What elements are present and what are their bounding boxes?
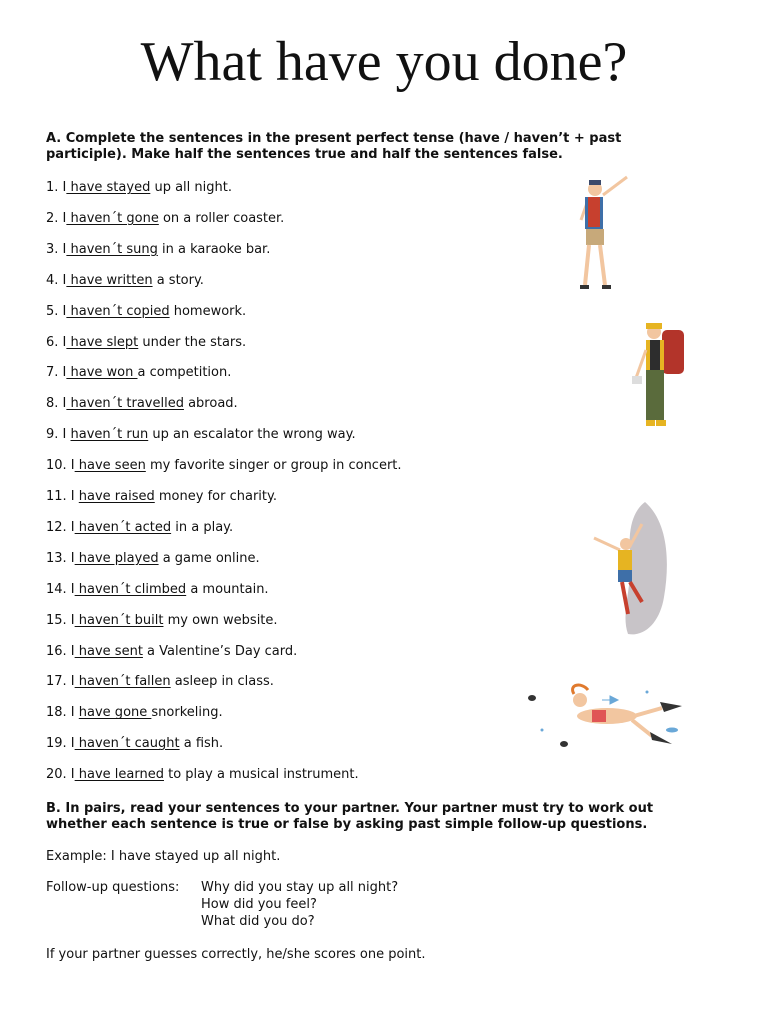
answer-blank: have sent bbox=[74, 643, 143, 659]
item-number: 6. I bbox=[46, 334, 67, 350]
item-number: 5. I bbox=[46, 303, 67, 319]
answer-blank: haven´t run bbox=[70, 427, 149, 443]
item-text: on a roller coaster. bbox=[158, 210, 285, 226]
item-text: my favorite singer or group in concert. bbox=[145, 458, 402, 474]
exercise-item bbox=[46, 674, 274, 690]
item-text: a competition. bbox=[137, 365, 232, 381]
item-text: under the stars. bbox=[138, 334, 247, 350]
item-number: 11. I bbox=[46, 489, 79, 504]
item-number: 15. I bbox=[46, 612, 75, 628]
answer-blank: have raised bbox=[78, 489, 155, 504]
page-title: What have you done? bbox=[140, 31, 628, 93]
item-number: 16. I bbox=[46, 643, 75, 659]
answer-blank: have won bbox=[66, 365, 138, 381]
item-number: 18. I bbox=[46, 705, 79, 721]
exercise-item bbox=[46, 613, 278, 629]
exercise-item bbox=[46, 211, 284, 227]
followup-label: Follow-up questions: bbox=[46, 880, 180, 895]
answer-blank: haven´t travelled bbox=[66, 396, 184, 412]
exercise-item bbox=[46, 582, 269, 598]
answer-blank: have slept bbox=[66, 334, 139, 350]
item-text: a fish. bbox=[179, 736, 224, 752]
singer-illustration bbox=[575, 175, 635, 293]
exercise-item bbox=[46, 304, 246, 320]
answer-blank: haven´t copied bbox=[66, 303, 170, 319]
item-text: a Valentine’s Day card. bbox=[142, 643, 298, 659]
item-text: a mountain. bbox=[186, 581, 269, 597]
followup-question: How did you feel? bbox=[201, 897, 317, 912]
exercise-item bbox=[46, 551, 260, 567]
exercise-item bbox=[46, 396, 238, 412]
item-number: 12. I bbox=[46, 519, 75, 535]
exercise-item bbox=[46, 427, 356, 443]
item-number: 3. I bbox=[46, 241, 67, 257]
exercise-item bbox=[46, 520, 233, 536]
item-text: abroad. bbox=[183, 396, 238, 412]
item-number: 7. I bbox=[46, 365, 67, 381]
answer-blank: haven´t sung bbox=[66, 241, 158, 257]
item-text: money for charity. bbox=[154, 489, 277, 504]
item-number: 19. I bbox=[46, 736, 75, 752]
followup-question: Why did you stay up all night? bbox=[201, 880, 399, 895]
item-number: 13. I bbox=[46, 550, 75, 566]
exercise-item bbox=[46, 273, 204, 289]
exercise-item bbox=[46, 644, 297, 660]
exercise-item bbox=[46, 489, 277, 505]
exercise-item bbox=[46, 767, 359, 783]
answer-blank: haven´t acted bbox=[74, 519, 172, 535]
item-text: to play a musical instrument. bbox=[163, 767, 359, 783]
section-b-instruction: B. In pairs, read your sentences to your partner. Your partner must try to work out whether each sentence is true or false by asking past simple follow-up questions. bbox=[46, 801, 654, 832]
hiker-illustration bbox=[632, 320, 692, 432]
item-text: up all night. bbox=[150, 180, 232, 195]
answer-blank: have stayed bbox=[66, 180, 151, 195]
exercise-item bbox=[46, 180, 232, 196]
exercise-item bbox=[46, 736, 223, 752]
item-text: up an escalator the wrong way. bbox=[148, 427, 356, 443]
climber-illustration bbox=[590, 502, 670, 637]
answer-blank: have seen bbox=[74, 458, 146, 474]
item-text: snorkeling. bbox=[151, 705, 223, 721]
answer-blank: haven´t built bbox=[74, 612, 164, 628]
item-number: 9. I bbox=[46, 427, 71, 443]
exercise-item bbox=[46, 705, 223, 721]
item-text: homework. bbox=[169, 303, 247, 319]
answer-blank: haven´t gone bbox=[66, 210, 159, 226]
answer-blank: have written bbox=[66, 272, 153, 288]
answer-blank: haven´t caught bbox=[74, 736, 180, 752]
answer-blank: have learned bbox=[74, 767, 164, 783]
item-text: in a play. bbox=[171, 519, 234, 535]
item-number: 4. I bbox=[46, 272, 67, 288]
item-text: a game online. bbox=[158, 550, 260, 566]
item-text: in a karaoke bar. bbox=[157, 241, 271, 257]
item-number: 8. I bbox=[46, 396, 67, 412]
section-a-instruction: A. Complete the sentences in the present perfect tense (have / haven’t + past participle). Make half the sentences true and half the sentences false. bbox=[46, 131, 622, 162]
item-text: asleep in class. bbox=[170, 674, 274, 690]
item-number: 14. I bbox=[46, 581, 75, 597]
answer-blank: haven´t climbed bbox=[74, 581, 187, 597]
item-text: my own website. bbox=[163, 612, 278, 628]
example-sentence: Example: I have stayed up all night. bbox=[46, 849, 281, 864]
exercise-item bbox=[46, 458, 402, 474]
scoring-note: If your partner guesses correctly, he/she scores one point. bbox=[46, 947, 426, 962]
answer-blank: have played bbox=[74, 550, 159, 566]
followup-question: What did you do? bbox=[201, 914, 315, 929]
item-number: 17. I bbox=[46, 674, 75, 690]
snorkeler-illustration bbox=[522, 680, 692, 750]
item-text: a story. bbox=[152, 272, 204, 288]
exercise-item bbox=[46, 365, 231, 381]
exercise-item bbox=[46, 335, 246, 351]
item-number: 20. I bbox=[46, 767, 75, 783]
item-number: 1. I bbox=[46, 180, 67, 195]
answer-blank: have gone bbox=[78, 705, 152, 721]
answer-blank: haven´t fallen bbox=[74, 674, 171, 690]
exercise-item bbox=[46, 242, 270, 258]
item-number: 10. I bbox=[46, 458, 75, 474]
item-number: 2. I bbox=[46, 210, 67, 226]
